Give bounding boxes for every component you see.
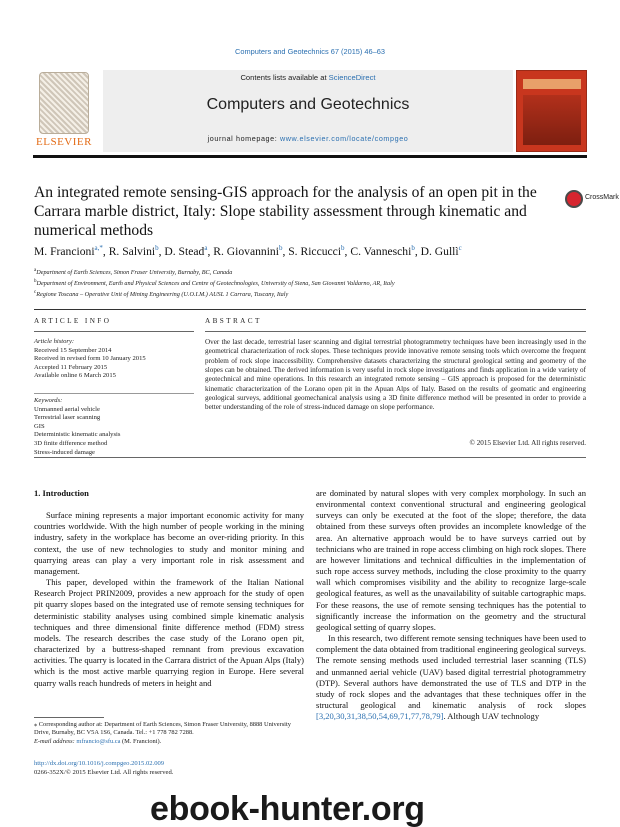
keyword: Unmanned aerial vehicle [34,405,100,413]
author-name[interactable]: R. Salvini [108,244,156,258]
author-list: M. Francioni$^{a,*}$, R. Salvini$^b$, D. Stead$^a$, R. Giovannini$^b$, S. Riccucci$^b$, C. Vanneschi$^b$, D. Gullì$^c$ [34,244,462,258]
elsevier-wordmark: ELSEVIER [36,136,92,148]
body-paragraph: are dominated by natural slopes with very complex morphology. In such an environmental context conventional structural and engineering geological surveys can only be executed at the foot of the slope; therefore, the data obtained from these surveys often provides an incomplete knowledge of the area. An alternative approach would be to have surveys carried out by technicians who are trained in rope access climbing on high rock slopes. There are however limitations and technical difficulties in the implementation of such rope access survey methods, including the close proximity to the quarry wall which compromises visibility and the ability to recognize large-scale geological features, as well as the unavailability of suitable cartographic maps. For these reasons, the use of remote sensing techniques has the potential to significantly increase the information on the geometry and the structural geological setting of quarry slopes. [316,488,586,632]
doi-link[interactable]: http://dx.doi.org/10.1016/j.compgeo.2015.02.009 [34,760,165,767]
history-label: Article history: [34,338,75,345]
citation-link[interactable]: [3,20,30,31,38,50,54,69,71,77,78,79] [316,711,444,722]
journal-homepage-link[interactable]: www.elsevier.com/locate/compgeo [279,134,409,143]
abstract-heading: ABSTRACT [205,317,262,325]
section-heading: 1. Introduction [34,488,89,498]
affiliation: $^a$Department of Earth Sciences, Simon Fraser University, Burnaby, BC, Canada [34,268,233,277]
author-affiliation-marker[interactable]: a [204,244,208,252]
history-entry: Received 15 September 2014 [34,346,112,354]
body-right-column [316,488,586,722]
keyword: Stress-induced damage [34,448,95,456]
header-divider [33,155,587,158]
affiliation: $^b$Department of Environment, Earth and Physical Sciences and Centre of Geotechnologies, University of Siena, San Giovanni Valdarno, AR, Italy [34,279,395,288]
history-entry: Accepted 11 February 2015 [34,363,108,371]
author-name[interactable]: R. Giovannini [213,244,279,258]
author-affiliation-marker[interactable]: b [278,244,283,252]
keywords [34,397,194,457]
email-link[interactable]: mfrancio@sfu.ca [76,737,121,745]
masthead-banner [103,70,513,152]
corresponding-author: ⁎ Corresponding author at: Department of Earth Sciences, Simon Fraser University, 8888 University Drive, Burnaby, BC V5A 1S6, Canada. Tel.: +1 778 782 7288. [34,721,291,737]
author-name[interactable]: S. Riccucci [288,244,342,258]
author-name[interactable]: M. Francioni [34,244,95,258]
article-history [34,338,194,381]
keyword: Deterministic kinematic analysis [34,431,121,439]
divider [34,393,194,394]
footnote-divider [34,717,104,718]
keyword: Terrestrial laser scanning [34,414,101,422]
abstract-text: Over the last decade, terrestrial laser scanning and digital terrestrial photogrammetry techniques have been increasingly used in the geometrical characterization of rock slopes. These techniques provide innovative remote sensing tools which overcome the frequent problem of rock slope inaccessibility. Comprehensive datasets characterizing the structural geological setting and geometry of the slopes can be obtained. The derived information is very useful in rock slope investigations and finds application in a wide variety of geotechnical and mine operations. In this research an integrated remote sensing – GIS approach is proposed for the deterministic kinematic characterization of the Lorano open pit in the Apuan Alps of Italy. Based on the results of geomatic and engineering geological surveys, additional geomechanical analysis using a 3D finite difference method will be presented in order to provide a better understanding of the role of stress-induced damage on slope performance. [205,338,586,412]
elsevier-tree-icon [39,72,89,134]
crossmark-badge[interactable] [565,190,619,212]
keywords-label: Keywords: [34,397,63,404]
divider [34,309,586,310]
affiliation-list [34,266,594,299]
article-identifiers [34,760,173,778]
keyword: 3D finite difference method [34,439,108,447]
watermark: ebook-hunter.org [150,790,425,827]
divider [34,457,586,458]
divider [205,331,586,332]
journal-homepage: journal homepage: www.elsevier.com/locate/compgeo [207,134,409,143]
abstract-copyright: © 2015 Elsevier Ltd. All rights reserved. [469,439,586,447]
keyword: GIS [34,422,45,430]
journal-name: Computers and Geotechnics [206,96,410,113]
body-left-column [34,488,304,689]
author-affiliation-marker[interactable]: b [411,244,415,252]
history-entry: Available online 6 March 2015 [34,372,116,380]
contents-line: Contents lists available at ScienceDirect [240,73,376,82]
elsevier-logo [33,70,95,152]
divider [34,331,194,332]
author-affiliation-marker[interactable]: a,* [94,244,103,252]
crossmark-icon [565,190,583,208]
journal-masthead [33,70,587,152]
author-name[interactable]: D. Gullì [420,244,459,258]
author-name[interactable]: D. Stead [164,244,205,258]
affiliation: $^c$Regione Toscana – Operative Unit of Mining Engineering (U.O.I.M.) AUSL 1 Carrara, Tuscany, Italy [34,290,289,299]
journal-citation: Computers and Geotechnics 67 (2015) 46–63 [235,47,385,56]
author-affiliation-marker[interactable]: b [341,244,345,252]
body-paragraph: Surface mining represents a major important economic activity for many countries worldwide. With the high number of people working in the mining industry, safety in the workplace has become an over-riding priority. In this context, the use of new technologies to study and monitor mining and quarrying areas can play a very important role in risk assessment and management. [34,510,304,576]
article-title: An integrated remote sensing-GIS approach for the analysis of an open pit in the Carrara marble district, Italy: Slope stability assessment through kinematic and numerical methods [34,184,537,239]
footnote [34,721,304,746]
journal-cover-image [516,70,587,152]
sciencedirect-link[interactable]: ScienceDirect [328,73,376,82]
issn-line: 0266-352X/© 2015 Elsevier Ltd. All rights reserved. [34,768,174,776]
author-name[interactable]: C. Vanneschi [350,244,412,258]
author-email: E-mail address: mfrancio@sfu.ca (M. Francioni). [34,737,162,745]
author-affiliation-marker[interactable]: b [155,244,159,252]
history-entry: Received in revised form 10 January 2015 [34,355,146,363]
crossmark-label: CrossMark [585,194,619,201]
body-paragraph: This paper, developed within the framework of the Italian National Research Project PRIN2009, provides a new approach for the study of open pit quarry slopes based on the integrated use of remote sensing techniques for deterministic stability analyses using combined simple kinematic analysis techniques and three dimensional finite difference method (FDM) stress models. The research describes the case study of the Lorano open pit, characterized by a buttress-shaped remnant from previous excavation activities. The quarry is located in the Carrara district of the Apuan Alps (Italy) which is the most active marble quarrying region in Europe. Here several quarry walls reach hundreds of meters in height and [34,577,304,688]
article-info-heading: ARTICLE INFO [34,317,112,325]
body-paragraph: In this research, two different remote sensing techniques have been used to complement the data obtained from traditional engineering geological surveys. The remote sensing methods used included terrestrial laser scanning (TLS) and unmanned aerial vehicle (UAV) based digital terrestrial photogrammetry (DTP). Several authors have demonstrated the use of TLS and DTP in the study of rock slopes and the advantages that these techniques offer in the structural geological and kinematic analysis of rock slopes [3,20,30,31,38,50,54,69,71,77,78,79]. Although UAV technology [316,633,586,722]
author-affiliation-marker[interactable]: c [458,244,462,252]
